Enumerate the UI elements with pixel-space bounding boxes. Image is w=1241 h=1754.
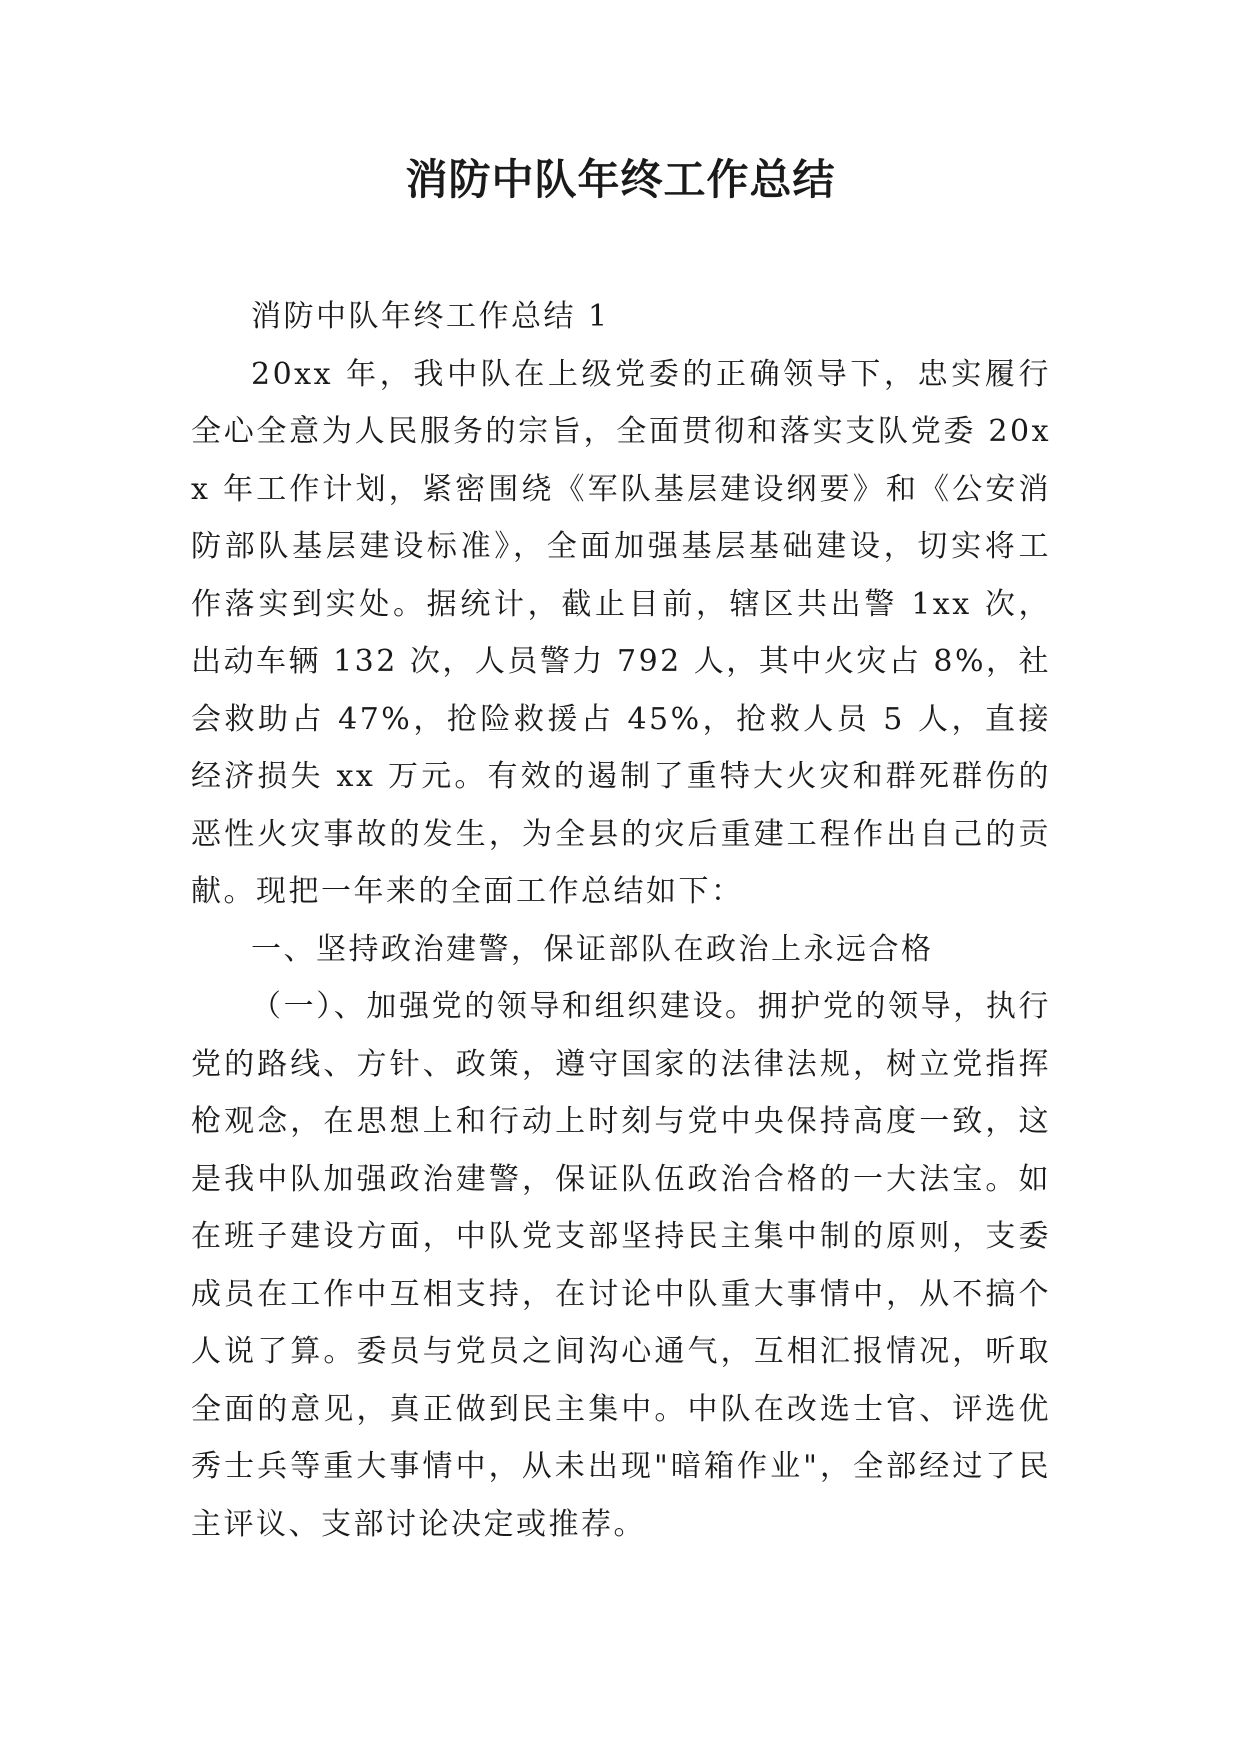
intro-paragraph: 20xx 年，我中队在上级党委的正确领导下，忠实履行全心全意为人民服务的宗旨，全面贯彻和落实支队党委 20xx 年工作计划，紧密围绕《军队基层建设纲要》和《公安消防部队基层建设标准》，全面加强基层基础建设，切实将工作落实到实处。据统计，截止目前，辖区共出警 1xx 次，出动车辆 132 次，人员警力 792 人，其中火灾占 8%，社会救助占 47%，抢险救援占 45%，抢救人员 5 人，直接经济损失 xx 万元。有效的遏制了重特大火灾和群死群伤的恶性火灾事故的发生，为全县的灾后重建工程作出自己的贡献。现把一年来的全面工作总结如下：: [191, 356, 1051, 909]
body-paragraph: （一）、加强党的领导和组织建设。拥护党的领导，执行党的路线、方针、政策，遵守国家的法律法规，树立党指挥枪观念，在思想上和行动上时刻与党中央保持高度一致，这是我中队加强政治建警，保证队伍政治合格的一大法宝。如在班子建设方面，中队党支部坚持民主集中制的原则，支委成员在工作中互相支持，在讨论中队重大事情中，从不搞个人说了算。委员与党员之间沟心通气，互相汇报情况，听取全面的意见，真正做到民主集中。中队在改选士官、评选优秀士兵等重大事情中，从未出现"暗箱作业"，全部经过了民主评议、支部讨论决定或推荐。: [191, 989, 1051, 1542]
document-title: 消防中队年终工作总结: [405, 155, 836, 204]
section-heading: 消防中队年终工作总结 1: [251, 299, 610, 334]
document-body: [191, 288, 1051, 1553]
chapter-heading: 一、坚持政治建警，保证部队在政治上永远合格: [251, 931, 934, 967]
